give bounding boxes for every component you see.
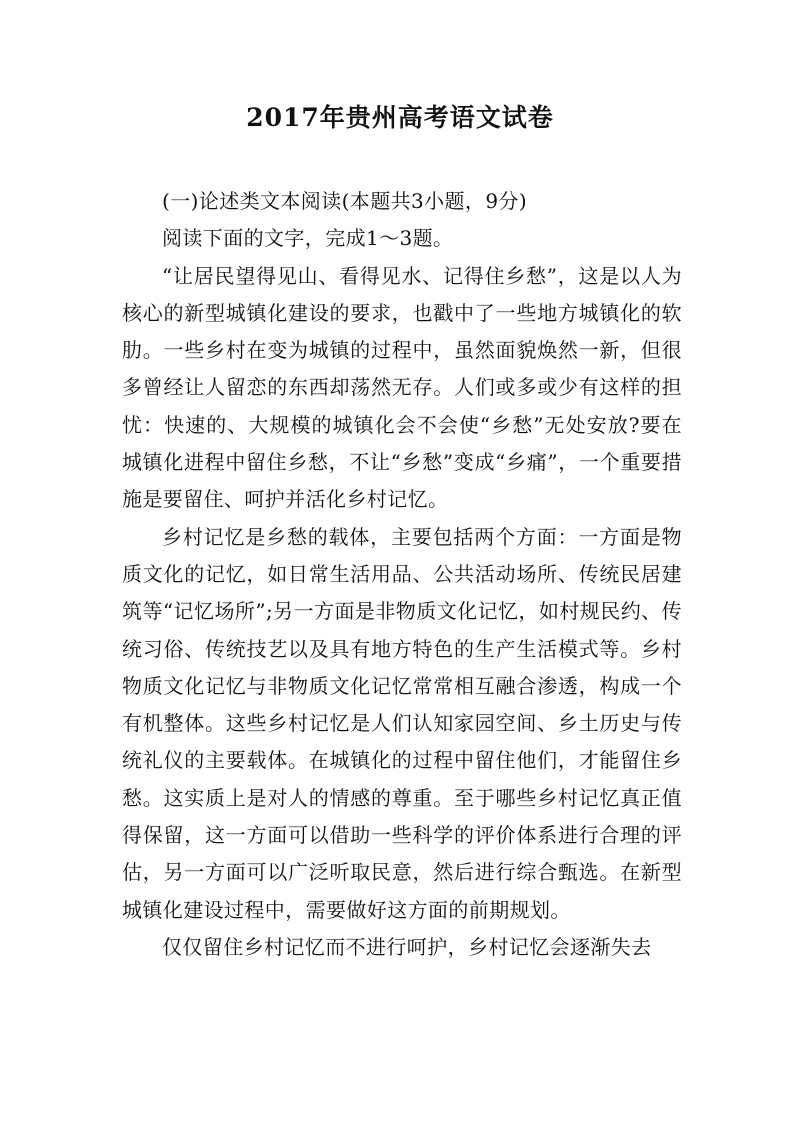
paragraph-3: 仅仅留住乡村记忆而不进行呵护，乡村记忆会逐渐失去 xyxy=(162,934,652,959)
section-heading: (一)论述类文本阅读(本题共3小题，9分) xyxy=(162,189,528,213)
paragraph-1: “让居民望得见山、看得见水、记得住乡愁”，这是以人为核心的新型城镇化建设的要求，也戳中了一些地方城镇化的软肋。一些乡村在变为城镇的过程中，虽然面貌焕然一新，但很多曾经让人留恋的东西却荡然无存。人们或多或少有这样的担忧：快速的、大规模的城镇化会不会使“乡愁”无处安放?要在城镇化进程中留住乡愁，不让“乡愁”变成“乡痛”，一个重要措施是要留住、呵护并活化乡村记忆。 xyxy=(122,263,682,512)
reading-instruction: 阅读下面的文字，完成1～3题。 xyxy=(162,226,454,251)
document-body xyxy=(122,183,682,966)
page-title: 2017年贵州高考语文试卷 xyxy=(246,103,554,132)
paragraph-2: 乡村记忆是乡愁的载体，主要包括两个方面：一方面是物质文化的记忆，如日常生活用品、公共活动场所、传统民居建筑等“记忆场所”;另一方面是非物质文化记忆，如村规民约、传统习俗、传统技艺以及具有地方特色的生产生活模式等。乡村物质文化记忆与非物质文化记忆常常相互融合渗透，构成一个有机整体。这些乡村记忆是人们认知家园空间、乡土历史与传统礼仪的主要载体。在城镇化的过程中留住他们，才能留住乡愁。这实质上是对人的情感的尊重。至于哪些乡村记忆真正值得保留，这一方面可以借助一些科学的评价体系进行合理的评估，另一方面可以广泛听取民意，然后进行综合甄选。在新型城镇化建设过程中，需要做好这方面的前期规划。 xyxy=(122,524,682,922)
